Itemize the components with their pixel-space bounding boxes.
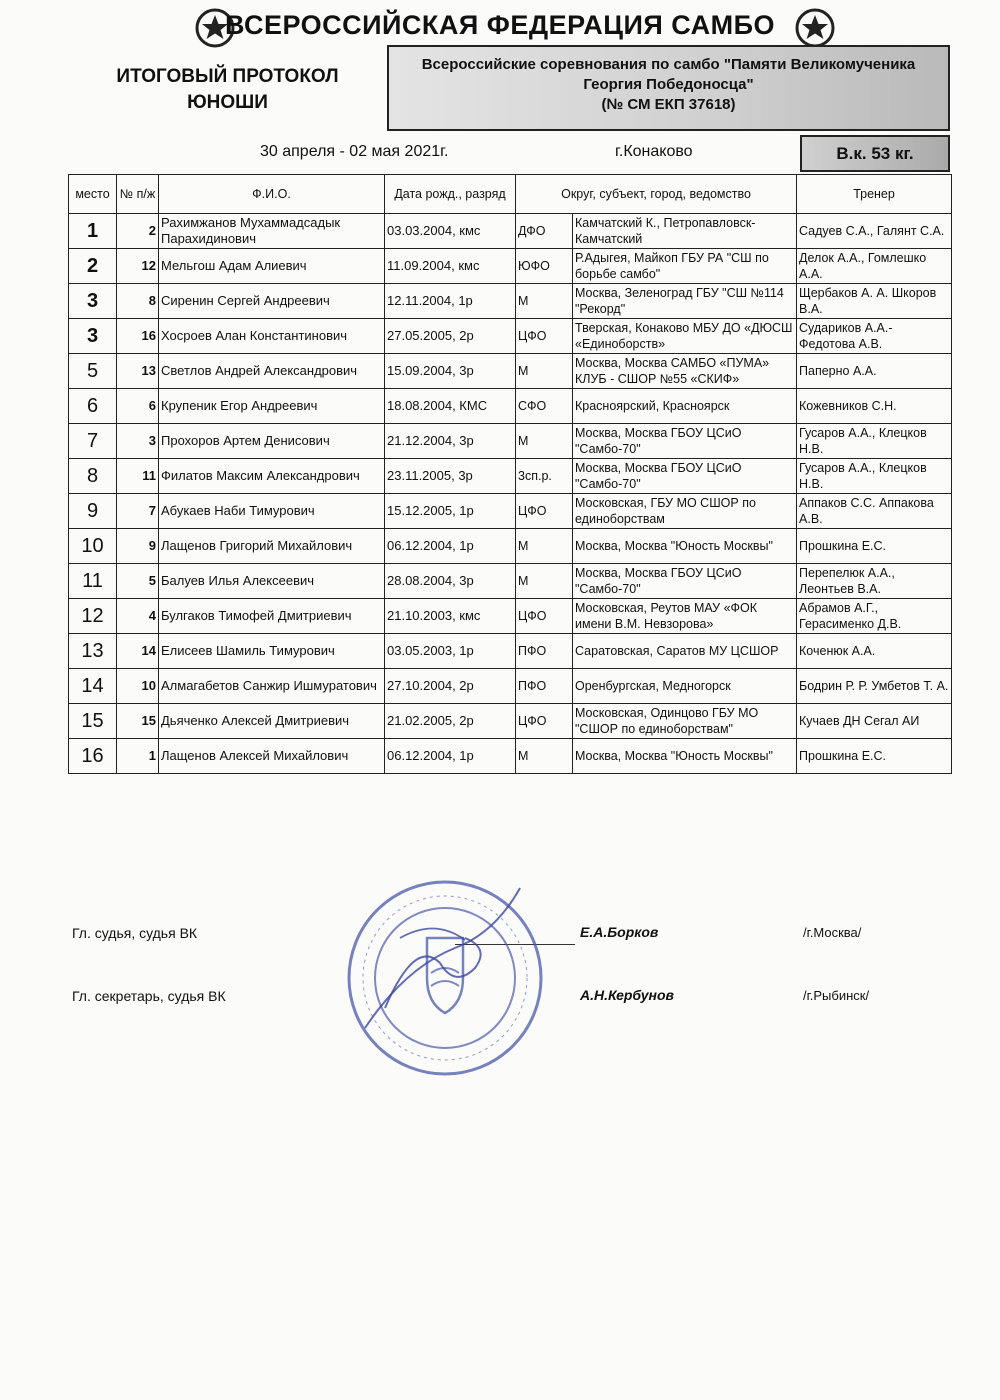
place-cell: 1 xyxy=(69,214,117,249)
region-cell: Камчатский К., Петропавловск-Камчатский xyxy=(573,214,797,249)
number-cell: 13 xyxy=(117,354,159,389)
table-row xyxy=(69,494,952,529)
district-cell: М xyxy=(516,529,573,564)
name-cell: Прохоров Артем Денисович xyxy=(159,424,385,459)
dob-cell: 11.09.2004, кмс xyxy=(385,249,516,284)
coach-cell: Прошкина Е.С. xyxy=(797,529,952,564)
chief-judge-name: Е.А.Борков xyxy=(580,924,659,940)
dob-cell: 06.12.2004, 1р xyxy=(385,529,516,564)
name-cell: Елисеев Шамиль Тимурович xyxy=(159,634,385,669)
number-cell: 16 xyxy=(117,319,159,354)
coach-cell: Коченюк А.А. xyxy=(797,634,952,669)
chief-judge-label: Гл. судья, судья ВК xyxy=(72,925,198,941)
coach-cell: Садуев С.А., Галянт С.А. xyxy=(797,214,952,249)
col-coach: Тренер xyxy=(797,175,952,214)
coach-cell: Перепелюк А.А., Леонтьев В.А. xyxy=(797,564,952,599)
district-cell: ПФО xyxy=(516,669,573,704)
district-cell: М xyxy=(516,564,573,599)
region-cell: Р.Адыгея, Майкоп ГБУ РА "СШ по борьбе самбо" xyxy=(573,249,797,284)
table-row xyxy=(69,389,952,424)
name-cell: Филатов Максим Александрович xyxy=(159,459,385,494)
name-cell: Сиренин Сергей Андреевич xyxy=(159,284,385,319)
table-row xyxy=(69,459,952,494)
place-cell: 8 xyxy=(69,459,117,494)
place-cell: 16 xyxy=(69,739,117,774)
district-cell: ЦФО xyxy=(516,494,573,529)
number-cell: 12 xyxy=(117,249,159,284)
region-cell: Красноярский, Красноярск xyxy=(573,389,797,424)
table-row xyxy=(69,284,952,319)
col-dob: Дата рожд., разряд xyxy=(385,175,516,214)
place-cell: 12 xyxy=(69,599,117,634)
name-cell: Абукаев Наби Тимурович xyxy=(159,494,385,529)
event-line-3: (№ СМ ЕКП 37618) xyxy=(601,96,736,113)
region-cell: Тверская, Конаково МБУ ДО «ДЮСШ «Единоборств» xyxy=(573,319,797,354)
dob-cell: 15.12.2005, 1р xyxy=(385,494,516,529)
dob-cell: 15.09.2004, 3р xyxy=(385,354,516,389)
district-cell: ЦФО xyxy=(516,704,573,739)
district-cell: 3сп.р. xyxy=(516,459,573,494)
district-cell: ЦФО xyxy=(516,319,573,354)
table-row xyxy=(69,249,952,284)
table-row xyxy=(69,634,952,669)
district-cell: М xyxy=(516,354,573,389)
coach-cell: Делок А.А., Гомлешко А.А. xyxy=(797,249,952,284)
protocol-line-2: ЮНОШИ xyxy=(187,92,268,113)
place-cell: 3 xyxy=(69,319,117,354)
coach-cell: Кожевников С.Н. xyxy=(797,389,952,424)
dob-cell: 18.08.2004, КМС xyxy=(385,389,516,424)
name-cell: Балуев Илья Алексеевич xyxy=(159,564,385,599)
number-cell: 8 xyxy=(117,284,159,319)
number-cell: 6 xyxy=(117,389,159,424)
dob-cell: 21.10.2003, кмс xyxy=(385,599,516,634)
district-cell: М xyxy=(516,739,573,774)
table-row xyxy=(69,214,952,249)
region-cell: Московская, ГБУ МО СШОР по единоборствам xyxy=(573,494,797,529)
dob-cell: 21.02.2005, 2р xyxy=(385,704,516,739)
district-cell: СФО xyxy=(516,389,573,424)
table-row xyxy=(69,704,952,739)
dob-cell: 06.12.2004, 1р xyxy=(385,739,516,774)
place-cell: 9 xyxy=(69,494,117,529)
table-header-row xyxy=(69,175,952,214)
number-cell: 9 xyxy=(117,529,159,564)
district-cell: ДФО xyxy=(516,214,573,249)
coach-cell: Бодрин Р. Р. Умбетов Т. А. xyxy=(797,669,952,704)
name-cell: Светлов Андрей Александрович xyxy=(159,354,385,389)
table-row xyxy=(69,354,952,389)
coach-cell: Аппаков С.С. Аппакова А.В. xyxy=(797,494,952,529)
dob-cell: 23.11.2005, 3р xyxy=(385,459,516,494)
table-row xyxy=(69,599,952,634)
col-place: место xyxy=(69,175,117,214)
chief-secretary-label: Гл. секретарь, судья ВК xyxy=(72,988,226,1004)
star-emblem-icon xyxy=(795,8,835,48)
name-cell: Лащенов Григорий Михайлович xyxy=(159,529,385,564)
number-cell: 4 xyxy=(117,599,159,634)
place-cell: 2 xyxy=(69,249,117,284)
dob-cell: 27.05.2005, 2р xyxy=(385,319,516,354)
dob-cell: 03.03.2004, кмс xyxy=(385,214,516,249)
number-cell: 11 xyxy=(117,459,159,494)
event-line-1: Всероссийские соревнования по самбо "Памяти Великомученика xyxy=(421,56,916,73)
coach-cell: Щербаков А. А. Шкоров В.А. xyxy=(797,284,952,319)
number-cell: 10 xyxy=(117,669,159,704)
region-cell: Москва, Москва "Юность Москвы" xyxy=(573,739,797,774)
chief-judge-city: /г.Москва/ xyxy=(803,925,862,940)
dob-cell: 27.10.2004, 2р xyxy=(385,669,516,704)
results-table xyxy=(68,174,952,774)
district-cell: М xyxy=(516,424,573,459)
region-cell: Москва, Москва ГБОУ ЦСиО "Самбо-70" xyxy=(573,459,797,494)
col-number: № п/ж xyxy=(117,175,159,214)
name-cell: Мельгош Адам Алиевич xyxy=(159,249,385,284)
region-cell: Московская, Одинцово ГБУ МО "СШОР по единоборствам" xyxy=(573,704,797,739)
district-cell: ЦФО xyxy=(516,599,573,634)
event-dates: 30 апреля - 02 мая 2021г. xyxy=(260,143,449,160)
region-cell: Саратовская, Саратов МУ ЦСШОР xyxy=(573,634,797,669)
region-cell: Москва, Зеленоград ГБУ "СШ №114 "Рекорд" xyxy=(573,284,797,319)
col-name: Ф.И.О. xyxy=(159,175,385,214)
federation-title: ВСЕРОССИЙСКАЯ ФЕДЕРАЦИЯ САМБО xyxy=(224,10,776,40)
dob-cell: 21.12.2004, 3р xyxy=(385,424,516,459)
place-cell: 13 xyxy=(69,634,117,669)
number-cell: 7 xyxy=(117,494,159,529)
name-cell: Дьяченко Алексей Дмитриевич xyxy=(159,704,385,739)
table-row xyxy=(69,739,952,774)
number-cell: 1 xyxy=(117,739,159,774)
date-location-row xyxy=(70,135,800,171)
coach-cell: Кучаев ДН Сегал АИ xyxy=(797,704,952,739)
coach-cell: Гусаров А.А., Клецков Н.В. xyxy=(797,459,952,494)
table-row xyxy=(69,319,952,354)
coach-cell: Прошкина Е.С. xyxy=(797,739,952,774)
dob-cell: 12.11.2004, 1р xyxy=(385,284,516,319)
event-line-2: Георгия Победоносца" xyxy=(583,76,754,93)
place-cell: 6 xyxy=(69,389,117,424)
protocol-title xyxy=(70,50,385,130)
event-title xyxy=(387,45,950,131)
name-cell: Крупеник Егор Андреевич xyxy=(159,389,385,424)
region-cell: Москва, Москва "Юность Москвы" xyxy=(573,529,797,564)
place-cell: 3 xyxy=(69,284,117,319)
number-cell: 15 xyxy=(117,704,159,739)
official-stamp xyxy=(345,878,545,1078)
chief-secretary-name: А.Н.Кербунов xyxy=(580,987,674,1003)
chief-secretary-city: /г.Рыбинск/ xyxy=(803,988,870,1003)
coach-cell: Судариков А.А.- Федотова А.В. xyxy=(797,319,952,354)
dob-cell: 03.05.2003, 1р xyxy=(385,634,516,669)
region-cell: Москва, Москва ГБОУ ЦСиО "Самбо-70" xyxy=(573,424,797,459)
name-cell: Рахимжанов Мухаммадсадык Парахидинович xyxy=(159,214,385,249)
table-row xyxy=(69,424,952,459)
district-cell: М xyxy=(516,284,573,319)
district-cell: ЮФО xyxy=(516,249,573,284)
place-cell: 5 xyxy=(69,354,117,389)
name-cell: Лащенов Алексей Михайлович xyxy=(159,739,385,774)
coach-cell: Паперно А.А. xyxy=(797,354,952,389)
number-cell: 5 xyxy=(117,564,159,599)
name-cell: Алмагабетов Санжир Ишмуратович xyxy=(159,669,385,704)
weight-class: В.к. 53 кг. xyxy=(800,135,950,172)
region-cell: Оренбургская, Медногорск xyxy=(573,669,797,704)
name-cell: Булгаков Тимофей Дмитриевич xyxy=(159,599,385,634)
number-cell: 2 xyxy=(117,214,159,249)
region-cell: Москва, Москва САМБО «ПУМА» КЛУБ - СШОР №55 «СКИФ» xyxy=(573,354,797,389)
name-cell: Хосроев Алан Константинович xyxy=(159,319,385,354)
table-row xyxy=(69,669,952,704)
coach-cell: Гусаров А.А., Клецков Н.В. xyxy=(797,424,952,459)
col-region: Округ, субъект, город, ведомство xyxy=(516,175,797,214)
table-row xyxy=(69,529,952,564)
dob-cell: 28.08.2004, 3р xyxy=(385,564,516,599)
protocol-line-1: ИТОГОВЫЙ ПРОТОКОЛ xyxy=(116,66,339,87)
district-cell: ПФО xyxy=(516,634,573,669)
place-cell: 7 xyxy=(69,424,117,459)
coach-cell: Абрамов А.Г., Герасименко Д.В. xyxy=(797,599,952,634)
place-cell: 14 xyxy=(69,669,117,704)
place-cell: 11 xyxy=(69,564,117,599)
region-cell: Московская, Реутов МАУ «ФОК имени В.М. Невзорова» xyxy=(573,599,797,634)
number-cell: 3 xyxy=(117,424,159,459)
place-cell: 10 xyxy=(69,529,117,564)
place-cell: 15 xyxy=(69,704,117,739)
event-city: г.Конаково xyxy=(615,143,693,160)
table-row xyxy=(69,564,952,599)
number-cell: 14 xyxy=(117,634,159,669)
region-cell: Москва, Москва ГБОУ ЦСиО "Самбо-70" xyxy=(573,564,797,599)
